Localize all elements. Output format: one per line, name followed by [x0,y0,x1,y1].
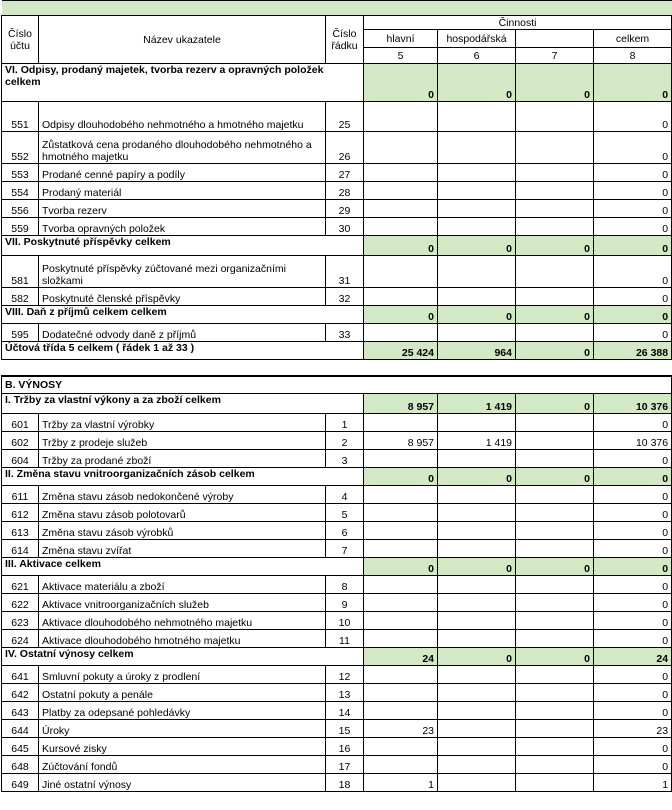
account-number: 644 [2,720,39,738]
section-value: 0 [594,64,672,102]
section-value: 0 [364,558,438,576]
section-label: VII. Poskytnuté příspěvky celkem [2,236,364,256]
value-cell [516,288,594,306]
row-number: 2 [326,432,364,450]
value-cell [438,576,516,594]
table-row [2,576,672,594]
value-cell [438,102,516,132]
value-cell: 0 [594,738,672,756]
section-value: 0 [364,306,438,324]
section-value: 0 [364,468,438,486]
account-number: 623 [2,612,39,630]
table-row [2,200,672,218]
row-number: 6 [326,522,364,540]
indicator-name: Prodané cenné papíry a podíly [39,164,326,182]
account-number: 643 [2,702,39,720]
section-value: 964 [438,342,516,360]
section-value: 0 [438,306,516,324]
section-row [2,394,672,414]
value-cell [438,218,516,236]
header-name: Název ukazatele [39,16,326,64]
header-activity-total: celkem [594,30,672,48]
section-value: 0 [516,648,594,666]
section-label: III. Aktivace celkem [2,558,364,576]
section-row [2,306,672,324]
value-cell [364,414,438,432]
account-number: 554 [2,182,39,200]
header-activity-empty [516,30,594,48]
value-cell: 0 [594,666,672,684]
section-value: 8 957 [364,394,438,414]
section-value: 0 [594,306,672,324]
header-activity-main: hlavní [364,30,438,48]
value-cell [364,486,438,504]
section-gap [2,360,672,376]
row-number: 30 [326,218,364,236]
section-label: Účtová třída 5 celkem ( řádek 1 až 33 ) [2,342,364,360]
value-cell: 23 [364,720,438,738]
value-cell: 0 [594,756,672,774]
value-cell: 0 [594,164,672,182]
value-cell [516,324,594,342]
value-cell: 0 [594,450,672,468]
section-value: 0 [516,306,594,324]
value-cell: 0 [594,132,672,164]
header-account: Číslo účtu [2,16,39,64]
section-value: 24 [364,648,438,666]
value-cell [438,288,516,306]
section-value: 0 [594,468,672,486]
value-cell [516,486,594,504]
indicator-name: Úroky [39,720,326,738]
value-cell [364,666,438,684]
indicator-name: Platby za odepsané pohledávky [39,702,326,720]
row-number: 7 [326,540,364,558]
account-number: 649 [2,774,39,792]
value-cell: 0 [594,594,672,612]
account-number: 581 [2,256,39,288]
section-value: 0 [438,558,516,576]
section-value: 0 [438,648,516,666]
section-value: 0 [438,236,516,256]
value-cell [438,182,516,200]
header-number: 5 [364,48,438,64]
value-cell [364,594,438,612]
value-cell [438,256,516,288]
header-row-number: Číslo řádku [326,16,364,64]
row-number: 28 [326,182,364,200]
value-cell [364,288,438,306]
value-cell [516,522,594,540]
value-cell [516,666,594,684]
indicator-name: Poskytnuté členské příspěvky [39,288,326,306]
value-cell: 0 [594,630,672,648]
section-value: 0 [516,236,594,256]
table-row [2,666,672,684]
value-cell: 0 [594,414,672,432]
section-value: 0 [516,468,594,486]
value-cell [438,324,516,342]
value-cell [364,182,438,200]
header-number: 7 [516,48,594,64]
section-value: 0 [594,236,672,256]
value-cell [364,450,438,468]
value-cell [516,540,594,558]
account-number: 551 [2,102,39,132]
account-number: 552 [2,132,39,164]
value-cell [438,684,516,702]
indicator-name: Dodatečné odvody daně z příjmů [39,324,326,342]
row-number: 18 [326,774,364,792]
value-cell: 0 [594,504,672,522]
account-number: 645 [2,738,39,756]
table-row [2,324,672,342]
value-cell: 10 376 [594,432,672,450]
table-row [2,218,672,236]
indicator-name: Prodaný materiál [39,182,326,200]
indicator-name: Odpisy dlouhodobého nehmotného a hmotného majetku [39,102,326,132]
section-value: 0 [516,64,594,102]
value-cell: 0 [594,612,672,630]
section-label: IV. Ostatní výnosy celkem [2,648,364,666]
section-row [2,648,672,666]
account-number: 621 [2,576,39,594]
row-number: 14 [326,702,364,720]
value-cell [438,738,516,756]
indicator-name: Ostatní pokuty a penále [39,684,326,702]
value-cell [364,756,438,774]
indicator-name: Zůstatková cena prodaného dlouhodobého nehmotného a hmotného majetku [39,132,326,164]
value-cell: 0 [594,200,672,218]
table-row [2,164,672,182]
value-cell [364,540,438,558]
indicator-name: Tvorba rezerv [39,200,326,218]
row-number: 3 [326,450,364,468]
table-row [2,630,672,648]
account-number: 611 [2,486,39,504]
value-cell [364,612,438,630]
value-cell [364,630,438,648]
value-cell [438,720,516,738]
section-value: 0 [438,64,516,102]
indicator-name: Tržby z prodeje služeb [39,432,326,450]
value-cell [364,256,438,288]
value-cell [516,256,594,288]
value-cell [364,218,438,236]
value-cell [438,414,516,432]
section-value: 0 [516,394,594,414]
account-number: 556 [2,200,39,218]
indicator-name: Jiné ostatní výnosy [39,774,326,792]
indicator-name: Kursové zisky [39,738,326,756]
row-number: 13 [326,684,364,702]
value-cell [438,774,516,792]
value-cell [438,132,516,164]
value-cell: 0 [594,256,672,288]
value-cell [364,576,438,594]
account-number: 604 [2,450,39,468]
row-number: 12 [326,666,364,684]
value-cell [438,200,516,218]
indicator-name: Tržby za prodané zboží [39,450,326,468]
value-cell: 0 [594,102,672,132]
section-label: VI. Odpisy, prodaný majetek, tvorba rezerv a opravných položek celkem [2,64,364,102]
value-cell: 8 957 [364,432,438,450]
value-cell [364,200,438,218]
account-number: 622 [2,594,39,612]
part-heading: B. VÝNOSY [2,376,672,394]
indicator-name: Změna stavu zásob polotovarů [39,504,326,522]
gap-cell [2,360,672,376]
value-cell [516,594,594,612]
header-row [2,16,672,30]
value-cell: 0 [594,288,672,306]
table-row [2,720,672,738]
indicator-name: Aktivace dlouhodobého nehmotného majetku [39,612,326,630]
table-row [2,102,672,132]
section-value: 1 419 [438,394,516,414]
value-cell [516,164,594,182]
value-cell [364,102,438,132]
section-value: 24 [594,648,672,666]
indicator-name: Poskytnuté příspěvky zúčtované mezi organizačními složkami [39,256,326,288]
value-cell: 0 [594,684,672,702]
part-heading-row [2,376,672,394]
value-cell [516,504,594,522]
header-number: 8 [594,48,672,64]
account-number: 582 [2,288,39,306]
value-cell [438,540,516,558]
header-activity-economic: hospodářská [438,30,516,48]
table-row [2,132,672,164]
section-value: 0 [364,236,438,256]
account-number: 641 [2,666,39,684]
section-row [2,236,672,256]
table-row [2,522,672,540]
table-row [2,612,672,630]
table-row [2,450,672,468]
section-label: II. Změna stavu vnitroorganizačních zásob celkem [2,468,364,486]
value-cell [516,182,594,200]
table-row [2,414,672,432]
indicator-name: Změna stavu zásob nedokončené výroby [39,486,326,504]
table-row [2,288,672,306]
table-row [2,594,672,612]
row-number: 29 [326,200,364,218]
value-cell: 1 [364,774,438,792]
row-number: 31 [326,256,364,288]
row-number: 25 [326,102,364,132]
table-row [2,684,672,702]
table-row [2,486,672,504]
table-row [2,738,672,756]
report-table [1,0,672,792]
section-label: I. Tržby za vlastní výkony a za zboží celkem [2,394,364,414]
row-number: 32 [326,288,364,306]
row-number: 10 [326,612,364,630]
indicator-name: Tržby za vlastní výrobky [39,414,326,432]
value-cell [364,702,438,720]
section-value: 26 388 [594,342,672,360]
value-cell [516,774,594,792]
top-band [2,1,672,16]
header-group: Činnosti [364,16,672,30]
value-cell: 0 [594,218,672,236]
section-value: 0 [364,64,438,102]
row-number: 17 [326,756,364,774]
section-value: 0 [516,342,594,360]
value-cell [516,218,594,236]
value-cell [364,324,438,342]
value-cell [438,450,516,468]
account-number: 624 [2,630,39,648]
indicator-name: Aktivace materiálu a zboží [39,576,326,594]
row-number: 4 [326,486,364,504]
value-cell: 0 [594,522,672,540]
value-cell [438,486,516,504]
value-cell [516,132,594,164]
section-value: 25 424 [364,342,438,360]
value-cell [364,504,438,522]
value-cell [438,702,516,720]
value-cell [516,450,594,468]
account-number: 602 [2,432,39,450]
indicator-name: Aktivace vnitroorganizačních služeb [39,594,326,612]
value-cell [516,576,594,594]
section-value: 0 [594,558,672,576]
value-cell [516,756,594,774]
value-cell [438,630,516,648]
value-cell [438,164,516,182]
account-number: 595 [2,324,39,342]
table-row [2,432,672,450]
value-cell [438,756,516,774]
header-number: 6 [438,48,516,64]
row-number: 16 [326,738,364,756]
section-value: 10 376 [594,394,672,414]
row-number: 1 [326,414,364,432]
row-number: 11 [326,630,364,648]
indicator-name: Tvorba opravných položek [39,218,326,236]
indicator-name: Změna stavu zásob výrobků [39,522,326,540]
row-number: 27 [326,164,364,182]
table-row [2,256,672,288]
indicator-name: Smluvní pokuty a úroky z prodlení [39,666,326,684]
indicator-name: Zúčtování fondů [39,756,326,774]
table-row [2,756,672,774]
value-cell [516,432,594,450]
value-cell [516,630,594,648]
value-cell: 0 [594,486,672,504]
value-cell: 1 419 [438,432,516,450]
table-row [2,702,672,720]
section-row [2,558,672,576]
indicator-name: Změna stavu zvířat [39,540,326,558]
table-row [2,540,672,558]
value-cell [516,102,594,132]
value-cell [438,612,516,630]
table-row [2,182,672,200]
value-cell: 23 [594,720,672,738]
row-number: 33 [326,324,364,342]
value-cell [364,522,438,540]
value-cell [364,132,438,164]
account-number: 553 [2,164,39,182]
account-number: 648 [2,756,39,774]
value-cell [438,522,516,540]
section-value: 0 [516,558,594,576]
value-cell [516,738,594,756]
value-cell [438,504,516,522]
account-number: 642 [2,684,39,702]
value-cell [516,684,594,702]
section-row [2,64,672,102]
section-value: 0 [438,468,516,486]
value-cell: 0 [594,324,672,342]
row-number: 9 [326,594,364,612]
table-row [2,504,672,522]
row-number: 5 [326,504,364,522]
value-cell: 0 [594,702,672,720]
value-cell [364,738,438,756]
row-number: 26 [326,132,364,164]
value-cell [438,594,516,612]
account-number: 614 [2,540,39,558]
value-cell: 0 [594,576,672,594]
value-cell: 1 [594,774,672,792]
account-number: 613 [2,522,39,540]
indicator-name: Aktivace dlouhodobého hmotného majetku [39,630,326,648]
section-row [2,468,672,486]
value-cell [516,720,594,738]
value-cell [516,200,594,218]
section-row [2,342,672,360]
value-cell [516,702,594,720]
value-cell [364,684,438,702]
account-number: 601 [2,414,39,432]
value-cell [438,666,516,684]
row-number: 15 [326,720,364,738]
table-row [2,774,672,792]
value-cell [364,164,438,182]
section-label: VIII. Daň z příjmů celkem celkem [2,306,364,324]
row-number: 8 [326,576,364,594]
value-cell: 0 [594,540,672,558]
value-cell: 0 [594,182,672,200]
value-cell [516,612,594,630]
account-number: 559 [2,218,39,236]
account-number: 612 [2,504,39,522]
value-cell [516,414,594,432]
